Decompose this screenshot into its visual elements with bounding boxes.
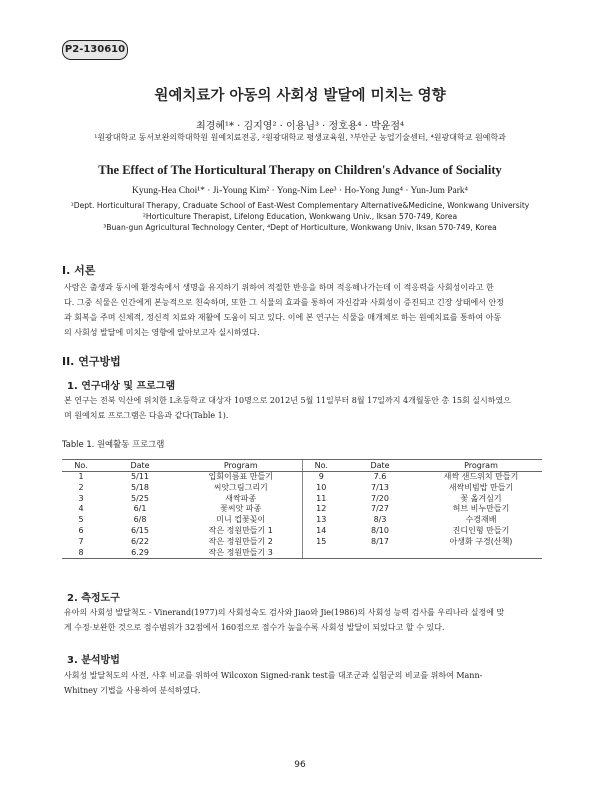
table-cell: 6/8 (133, 515, 147, 525)
header-no: No. (302, 460, 340, 472)
table-row (62, 515, 542, 526)
instrument-paragraph (64, 605, 544, 635)
table-cell: 13 (302, 515, 340, 526)
text-line: Whitney 기법을 사용하여 분석하였다. (64, 686, 201, 695)
table-cell: 8/17 (371, 536, 389, 546)
text-line: 다. 그중 식물은 인간에게 본능적으로 친숙하며, 또한 그 식물의 효과를 통하여 자신감과 사회성이 증진되고 긴장 상태에서 안정 (64, 298, 504, 307)
program-table (62, 459, 542, 559)
table-cell: 6/22 (131, 536, 149, 546)
table-cell: 11 (302, 494, 340, 505)
text-line: 유아의 사회성 발달척도 - Vinerand(1977)의 사회성숙도 검사와 Jiao와 Jie(1986)의 사회성 능력 검사를 우리나라 실정에 맞 (64, 608, 505, 617)
table-cell: 5/18 (131, 482, 149, 492)
table-cell: 작은 정원만들기 2 (208, 536, 273, 546)
table-cell: 10 (302, 483, 340, 494)
table-cell: 새싹 샌드위치 만들기 (443, 472, 519, 481)
text-line: 의 사회성 발달에 미치는 영향에 알아보고자 실시하였다. (64, 328, 260, 337)
table-cell: 입회이름표 만들기 (208, 472, 273, 481)
code-badge: P2-130610 (62, 40, 128, 60)
table-cell: 2 (78, 482, 84, 492)
table-cell: 7/27 (371, 504, 389, 514)
table-cell: 8/3 (373, 515, 387, 525)
table-row (62, 483, 542, 494)
table-cell (302, 548, 340, 559)
header-program: Program (420, 460, 542, 472)
table-row (62, 494, 542, 505)
table-cell (420, 548, 542, 559)
header-date: Date (340, 460, 420, 472)
authors-english: Kyung-Hea Choi¹* · Ji-Young Kim² · Yong-Nim Lee³ · Ho-Yong Jung⁴ · Yun-Jum Park⁴ (132, 186, 468, 196)
table-cell: 9 (302, 472, 340, 483)
text-line: 게 수정·보완한 것으로 점수범위가 32점에서 160점으로 점수가 높을수록 사회성 발달이 되었다고 할 수 있다. (64, 623, 445, 632)
section-title-introduction: I. 서론 (62, 264, 96, 277)
table-cell: 새싹파종 (225, 493, 257, 503)
affiliation-english-2: ²Horticulture Therapist, Lifelong Education, Wonkwang Univ., Iksan 570-749, Korea (142, 212, 458, 221)
subsection-title-instrument: 2. 측정도구 (67, 593, 120, 604)
table-row (62, 526, 542, 537)
table-cell: 수경재배 (465, 515, 497, 525)
table-cell: 아생화 구경(산책) (449, 536, 513, 546)
title-korean: 원예치료가 아동의 사회성 발달에 미치는 영향 (154, 87, 446, 104)
table-row (62, 537, 542, 548)
affiliation-english-3: ³Buan-gun Agricultural Technology Center, ⁴Dept of Horticulture, Wonkwang Univ, Iksan 570-749, Korea (103, 223, 497, 232)
subsection-title-subjects: 1. 연구대상 및 프로그램 (67, 381, 176, 392)
table-cell: 꽃씨앗 파종 (220, 504, 262, 514)
table-cell: 5 (78, 515, 84, 525)
table-cell: 작은 정원만들기 3 (180, 548, 302, 559)
table-cell: 6 (78, 525, 84, 535)
table-cell (340, 548, 420, 559)
affiliations-korean: ¹원광대학교 동서보완의학대학원 원예치료전공, ²원광대학교 평생교육원, ³부안군 농업기술센터, ⁴원광대학교 원예학과 (94, 133, 506, 142)
table-cell: 12 (302, 504, 340, 515)
table-cell: 미니 컵꽃꽂이 (216, 515, 266, 525)
table-header-row (62, 460, 542, 472)
table-cell: 3 (78, 493, 84, 503)
table-cell: 8/10 (371, 525, 389, 535)
text-line: 과 회복을 주며 신체적, 정신적 치료와 재활에 도움이 되고 있다. 이에 본 연구는 식물을 매개체로 하는 원예치료를 통하여 아동 (64, 313, 502, 322)
text-line: 며 원예치료 프로그램은 다음과 같다(Table 1). (64, 411, 229, 420)
table-cell: 4 (78, 504, 84, 514)
page-number: 96 (294, 760, 306, 770)
table-cell: 씨앗그림그리기 (213, 482, 268, 492)
text-line: 사람은 출생과 동시에 환경속에서 생명을 유지하기 위하여 적절한 반응을 하며 적응해나가는데 이 적응력을 사회성이라고 한 (64, 283, 494, 292)
analysis-paragraph (64, 668, 544, 698)
authors-korean: 최경혜¹* · 김지영² · 이용님³ · 정호용⁴ · 박윤점⁴ (195, 121, 405, 132)
table-row (62, 504, 542, 515)
table-cell: 6.29 (100, 548, 180, 559)
table-cell: 6/1 (133, 504, 147, 514)
table-cell: 8 (62, 548, 100, 559)
header-program: Program (180, 460, 302, 472)
section-title-methods: II. 연구방법 (62, 355, 121, 368)
introduction-paragraph (64, 280, 544, 340)
table-cell: 7.6 (373, 472, 387, 481)
affiliation-english-1: ¹Dept. Horticultural Therapy, Craduate School of East-West Complementary Alternative&Medicine, Wonkwang University (70, 201, 530, 210)
table-cell: 꽃 옮겨심기 (460, 493, 502, 503)
table-cell: 1 (78, 472, 84, 481)
header-no: No. (62, 460, 100, 472)
text-line: 사회성 발달척도의 사전, 사후 비교를 위하여 Wilcoxon Signed-rank test를 대조군과 실험군의 비교를 위하여 Mann- (64, 671, 483, 680)
table-cell: 5/25 (131, 493, 149, 503)
text-line: 본 연구는 전북 익산에 위치한 L초등학교 대상자 10명으로 2012년 5월 11일부터 8월 17일까지 4개월동안 총 15회 실시하였으 (64, 396, 511, 405)
table-row (62, 472, 542, 483)
table-cell: 7/13 (371, 482, 389, 492)
table-cell: 14 (302, 526, 340, 537)
table-cell: 7 (78, 536, 84, 546)
table-cell: 7/20 (371, 493, 389, 503)
table-cell: 작은 정원만들기 1 (208, 525, 273, 535)
subsection-title-analysis: 3. 분석방법 (67, 655, 120, 666)
table-cell: 5/11 (131, 472, 149, 481)
table-caption: Table 1. 원예활동 프로그램 (62, 439, 165, 449)
subjects-paragraph (64, 393, 544, 423)
table-cell: 허브 비누만들기 (452, 504, 510, 514)
title-english: The Effect of The Horticultural Therapy on Children's Advance of Sociality (98, 163, 502, 177)
table-cell: 15 (302, 537, 340, 548)
table-cell: 6/15 (131, 525, 149, 535)
table-row (62, 548, 542, 559)
table-cell: 새싹비빔밥 만들기 (448, 482, 514, 492)
table-cell: 진디인형 만들기 (452, 525, 510, 535)
header-date: Date (100, 460, 180, 472)
